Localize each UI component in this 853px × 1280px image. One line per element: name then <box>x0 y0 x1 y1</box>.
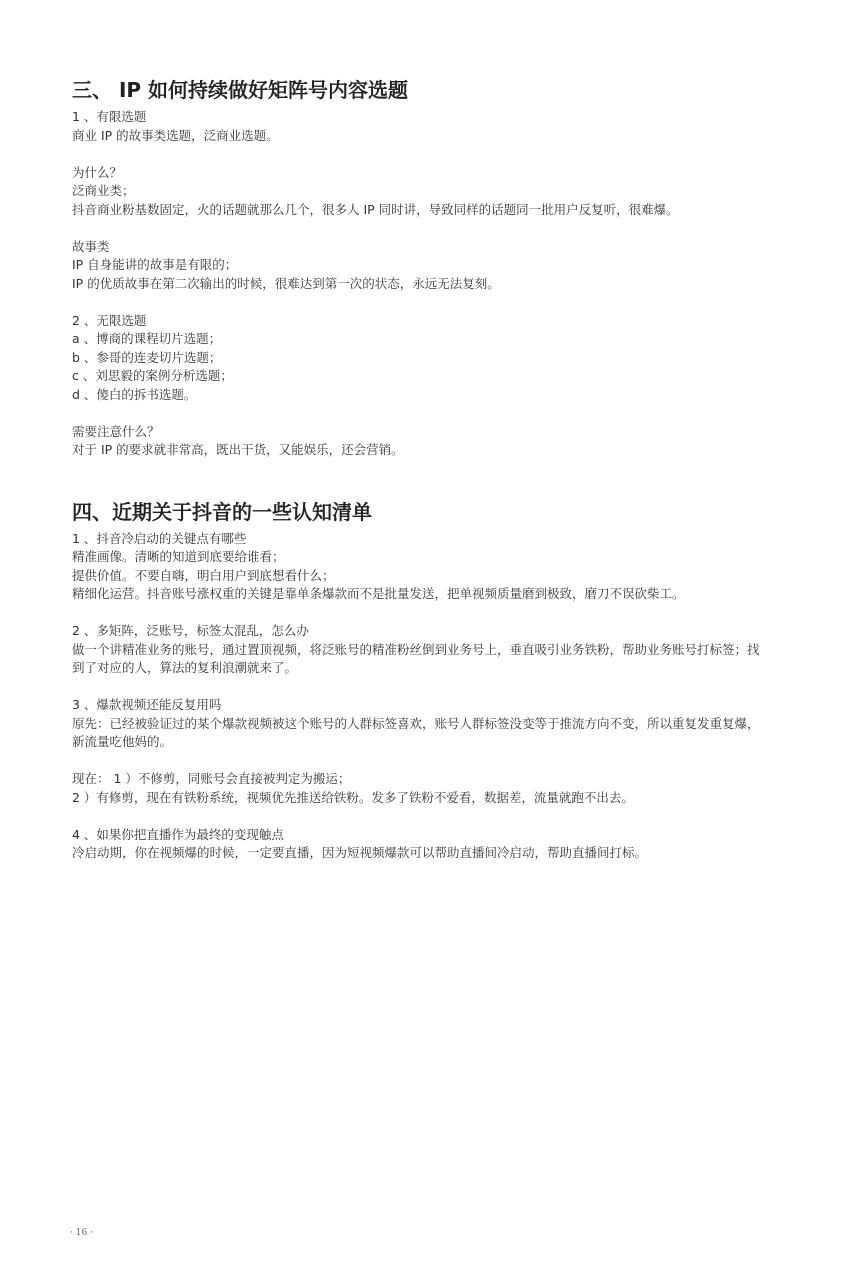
section-4-heading: 四、近期关于抖音的一些认知清单 <box>72 499 372 524</box>
paragraph-gap <box>72 604 792 623</box>
text-line: 为什么？ <box>72 164 123 180</box>
text-line: 3 、爆款视频还能反复用吗 <box>72 697 222 712</box>
page-number: · 16 · <box>70 1228 93 1238</box>
text-line: 需要注意什么？ <box>72 423 160 439</box>
text-line: 精细化运营。抖音账号涨权重的关键是靠单条爆款而不是批量发送，把单视频质量磨到极致，磨刀不误砍柴工。 <box>72 586 685 601</box>
text-line: a 、博商的课程切片选题； <box>72 331 222 346</box>
paragraph-gap <box>72 293 792 312</box>
text-line: c 、刘思毅的案例分析选题； <box>72 368 233 383</box>
document-page <box>72 66 792 863</box>
paragraph-gap <box>72 807 792 826</box>
text-line: 原先：已经被验证过的某个爆款视频被这个账号的人群标签喜欢，账号人群标签没变等于推流方向不变，所以重复发重复爆， <box>72 715 760 731</box>
section-4-body <box>72 530 792 863</box>
text-line: 泛商业类； <box>72 183 135 198</box>
text-line: 2 、多矩阵，泛账号，标签太混乱，怎么办 <box>72 623 309 638</box>
text-line: 2 ）有修剪，现在有铁粉系统，视频优先推送给铁粉。发多了铁粉不爱看，数据差，流量就跑不出去。 <box>72 789 634 805</box>
paragraph-gap <box>72 752 792 771</box>
text-line: 新流量吃他妈的。 <box>72 734 173 749</box>
text-line: 提供价值。不要自嗨，明白用户到底想看什么； <box>72 567 335 583</box>
text-line: 冷启动期，你在视频爆的时候，一定要直播，因为短视频爆款可以帮助直播间冷启动，帮助直播间打标。 <box>72 845 648 860</box>
text-line: IP 自身能讲的故事是有限的； <box>72 257 238 272</box>
text-line: 商业 IP 的故事类选题，泛商业选题。 <box>72 127 279 143</box>
text-line: 现在： 1 ）不修剪，同账号会直接被判定为搬运； <box>72 771 351 786</box>
text-line: 1 、抖音冷启动的关键点有哪些 <box>72 530 247 546</box>
section-3-heading: 三、 IP 如何持续做好矩阵号内容选题 <box>72 78 409 102</box>
section-3-body <box>72 108 792 460</box>
text-line: IP 的优质故事在第二次输出的时候，很难达到第一次的状态，永远无法复刻。 <box>72 275 500 291</box>
text-line: 4 、如果你把直播作为最终的变现触点 <box>72 826 284 842</box>
text-line: 2 、无限选题 <box>72 312 147 328</box>
text-line: 故事类 <box>72 238 110 254</box>
text-line: 精准画像。清晰的知道到底要给谁看； <box>72 549 285 564</box>
text-line: 做一个讲精准业务的账号，通过置顶视频，将泛账号的精准粉丝倒到业务号上，垂直吸引业务铁粉，帮助业务账号打标签；找 <box>72 641 760 657</box>
text-line: d 、傻白的拆书选题。 <box>72 386 197 402</box>
paragraph-gap <box>72 145 792 164</box>
text-line: 1 、有限选题 <box>72 109 147 124</box>
text-line: 到了对应的人，算法的复利浪潮就来了。 <box>72 660 298 675</box>
paragraph-gap <box>72 219 792 238</box>
paragraph-gap <box>72 678 792 697</box>
paragraph-gap <box>72 404 792 423</box>
text-line: 对于 IP 的要求就非常高，既出干货，又能娱乐，还会营销。 <box>72 442 404 457</box>
text-line: 抖音商业粉基数固定，火的话题就那么几个，很多人 IP 同时讲，导致同样的话题同一批用户反复听，很难爆。 <box>72 201 679 217</box>
text-line: b 、参哥的连麦切片选题； <box>72 349 222 365</box>
